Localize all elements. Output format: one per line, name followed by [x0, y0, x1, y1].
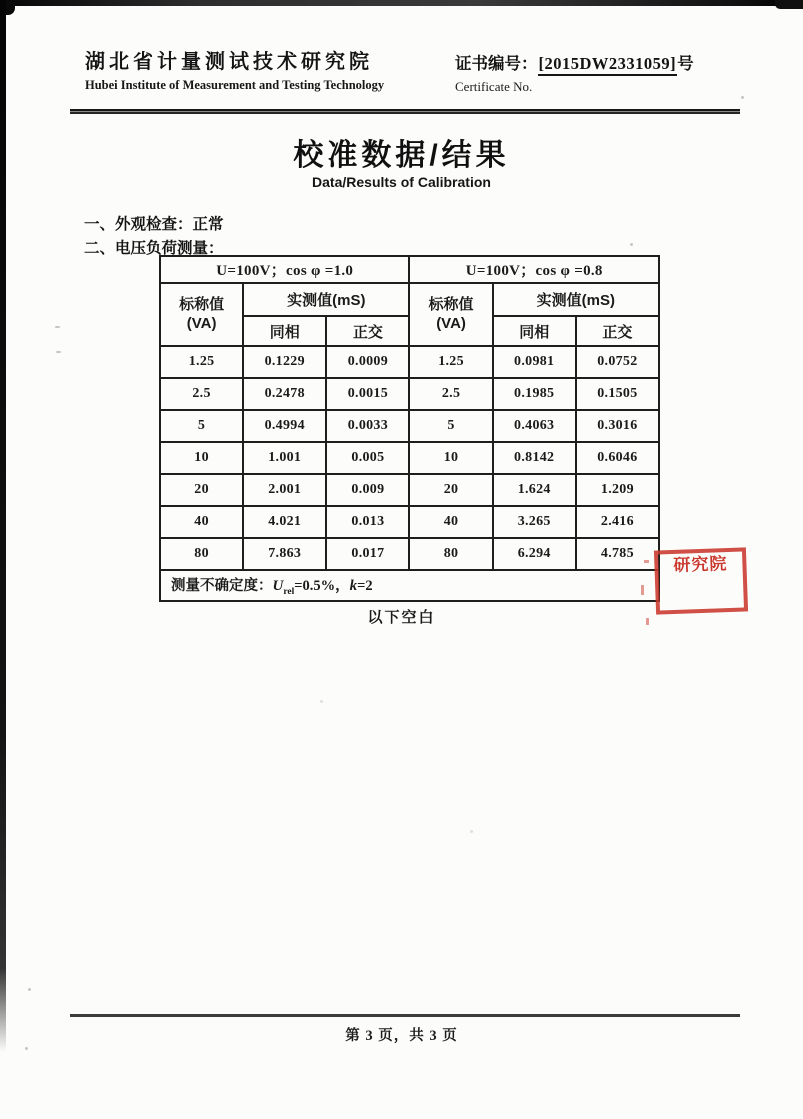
scan-speck	[28, 988, 31, 991]
table-row	[160, 346, 659, 378]
data-cell: 0.0981	[493, 346, 576, 378]
stamp-ink-bleed	[641, 585, 644, 595]
page-title-cn: 校准数据/结果	[293, 139, 510, 172]
red-stamp-text: 研究院	[673, 554, 728, 575]
scan-artifact-corner	[775, 0, 803, 9]
data-cell: 3.265	[493, 506, 576, 538]
data-cell: 20	[409, 474, 492, 506]
data-cell: 1.209	[576, 474, 659, 506]
data-cell: 7.863	[243, 538, 326, 570]
certificate-number: [2015DW2331059]	[538, 54, 678, 76]
data-cell: 0.1505	[576, 378, 659, 410]
col-header-nominal	[409, 283, 492, 346]
uncertainty-k-symbol: k	[349, 578, 358, 595]
stamp-ink-bleed	[646, 618, 649, 625]
data-cell: 0.017	[326, 538, 409, 570]
data-cell: 5	[409, 410, 492, 442]
uncertainty-u-subscript: rel	[283, 586, 295, 597]
uncertainty-note	[160, 570, 659, 601]
data-cell: 0.1985	[493, 378, 576, 410]
certificate-no-line	[455, 50, 694, 74]
col-header-nominal-unit: (VA)	[436, 314, 466, 332]
uncertainty-u-symbol: U	[272, 578, 284, 595]
data-cell: 0.0015	[326, 378, 409, 410]
data-cell: 6.294	[493, 538, 576, 570]
group-header-cos08: U=100V；cos φ =0.8	[409, 256, 659, 283]
data-cell: 2.001	[243, 474, 326, 506]
col-header-measured: 实测值(mS)	[493, 283, 659, 316]
section-visual-inspection: 一、外观检查：正常	[84, 216, 224, 233]
data-cell: 4.785	[576, 538, 659, 570]
data-cell: 20	[160, 474, 243, 506]
page-title-en: Data/Results of Calibration	[312, 174, 491, 190]
data-cell: 1.25	[409, 346, 492, 378]
data-cell: 40	[409, 506, 492, 538]
table-row	[160, 378, 659, 410]
certificate-no-suffix: 号	[677, 55, 694, 73]
data-cell: 1.624	[493, 474, 576, 506]
col-header-measured: 实测值(mS)	[243, 283, 409, 316]
uncertainty-u-value: =0.5%，	[294, 578, 350, 595]
institute-name-cn: 湖北省计量测试技术研究院	[85, 51, 373, 73]
page-number: 第 3 页，共 3 页	[345, 1028, 458, 1044]
footer-divider	[70, 1014, 740, 1017]
scan-speck	[320, 700, 323, 703]
institute-block	[85, 45, 384, 93]
data-cell: 1.001	[243, 442, 326, 474]
col-header-quadrature: 正交	[576, 316, 659, 346]
red-stamp	[654, 547, 748, 614]
table-row-uncertainty	[160, 570, 659, 601]
col-header-quadrature: 正交	[326, 316, 409, 346]
table-row-group-headers	[160, 256, 659, 283]
uncertainty-k-value: =2	[357, 578, 373, 595]
institute-name-en: Hubei Institute of Measurement and Testing Technology	[85, 78, 385, 92]
data-cell: 80	[160, 538, 243, 570]
calibration-table	[159, 255, 660, 602]
data-cell: 0.4063	[493, 410, 576, 442]
table-row	[160, 442, 659, 474]
data-cell: 0.1229	[243, 346, 326, 378]
table-row-subheaders	[160, 283, 659, 316]
data-cell: 1.25	[160, 346, 243, 378]
scan-speck	[630, 243, 633, 246]
data-cell: 2.5	[160, 378, 243, 410]
section-voltage-burden: 二、电压负荷测量：	[84, 240, 224, 257]
col-header-nominal	[160, 283, 243, 346]
data-cell: 80	[409, 538, 492, 570]
scan-speck	[25, 1047, 28, 1050]
blank-below-note: 以下空白	[367, 609, 436, 626]
scan-speck	[56, 351, 61, 353]
data-cell: 0.6046	[576, 442, 659, 474]
col-header-nominal-label: 标称值	[428, 295, 474, 313]
data-cell: 10	[160, 442, 243, 474]
data-cell: 0.013	[326, 506, 409, 538]
col-header-nominal-label: 标称值	[179, 295, 225, 313]
table-row	[160, 538, 659, 570]
certificate-no-label-cn: 证书编号：	[455, 55, 538, 73]
table-row	[160, 410, 659, 442]
data-cell: 0.0033	[326, 410, 409, 442]
data-cell: 0.4994	[243, 410, 326, 442]
uncertainty-prefix: 测量不确定度：	[171, 578, 273, 595]
table-row	[160, 506, 659, 538]
table-row	[160, 474, 659, 506]
data-cell: 2.5	[409, 378, 492, 410]
group-header-cos1: U=100V；cos φ =1.0	[160, 256, 409, 283]
stamp-ink-bleed	[644, 560, 649, 563]
data-cell: 4.021	[243, 506, 326, 538]
data-cell: 0.0752	[576, 346, 659, 378]
col-header-nominal-unit: (VA)	[186, 314, 217, 332]
data-cell: 5	[160, 410, 243, 442]
data-cell: 2.416	[576, 506, 659, 538]
data-cell: 0.3016	[576, 410, 659, 442]
col-header-inphase: 同相	[493, 316, 576, 346]
scan-artifact-top-edge	[0, 0, 803, 6]
data-cell: 0.009	[326, 474, 409, 506]
scan-speck	[741, 96, 744, 99]
data-cell: 0.8142	[493, 442, 576, 474]
data-cell: 10	[409, 442, 492, 474]
col-header-inphase: 同相	[243, 316, 326, 346]
certificate-no-block	[455, 50, 694, 95]
data-cell: 0.005	[326, 442, 409, 474]
data-cell: 0.0009	[326, 346, 409, 378]
header-divider	[70, 109, 740, 114]
certificate-no-label-en: Certificate No.	[455, 79, 533, 94]
data-cell: 40	[160, 506, 243, 538]
scan-speck	[55, 326, 60, 328]
data-cell: 0.2478	[243, 378, 326, 410]
scan-speck	[470, 830, 473, 833]
